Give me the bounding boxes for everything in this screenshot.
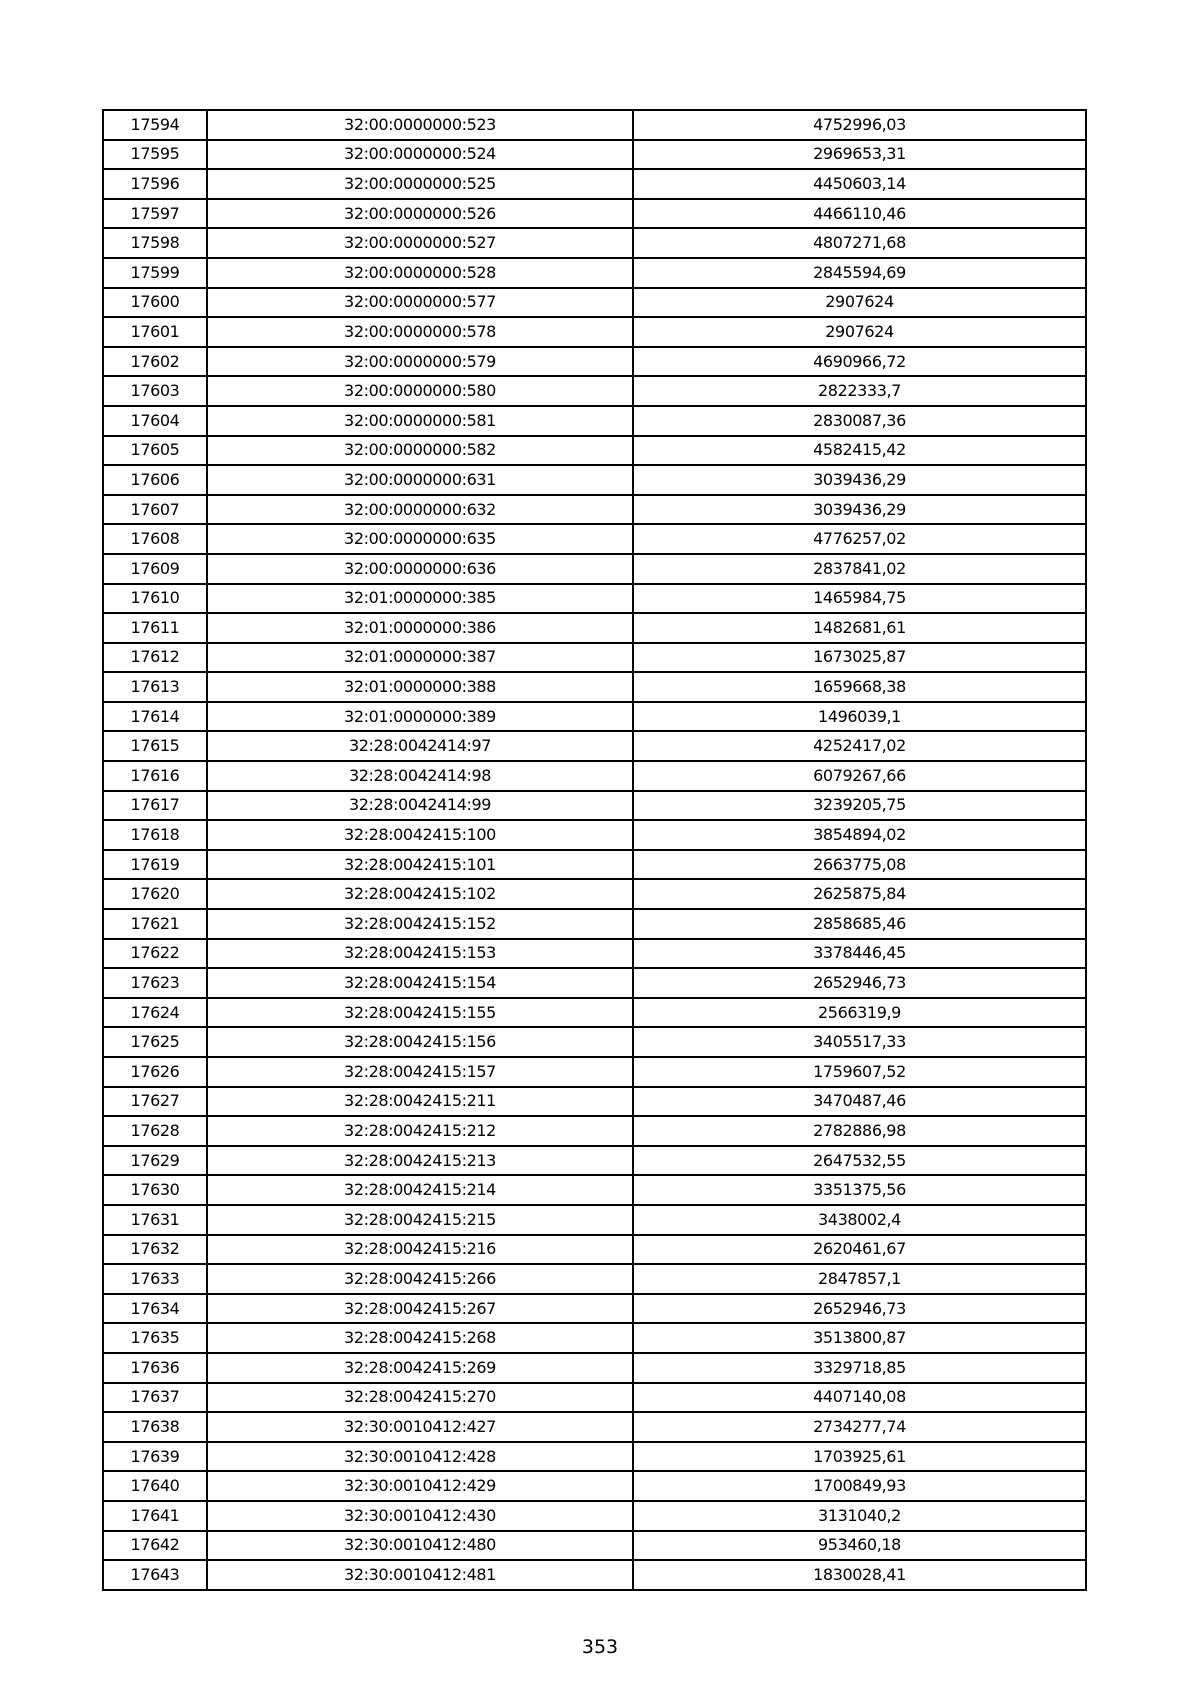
cadastral-number-cell: 32:00:0000000:523 bbox=[207, 110, 633, 140]
table-row bbox=[103, 1412, 1086, 1442]
cadastral-number-cell: 32:28:0042415:152 bbox=[207, 909, 633, 939]
page-number: 353 bbox=[581, 1636, 619, 1658]
cadastral-number-cell: 32:28:0042415:157 bbox=[207, 1057, 633, 1087]
row-number-cell: 17633 bbox=[103, 1264, 207, 1294]
table-row bbox=[103, 436, 1086, 466]
table-row bbox=[103, 1146, 1086, 1176]
cadastral-number-cell: 32:28:0042415:267 bbox=[207, 1294, 633, 1324]
cadastral-value-cell: 1700849,93 bbox=[633, 1471, 1086, 1501]
table-row bbox=[103, 524, 1086, 554]
table-row bbox=[103, 110, 1086, 140]
cadastral-number-cell: 32:28:0042414:97 bbox=[207, 731, 633, 761]
cadastral-number-cell: 32:28:0042415:156 bbox=[207, 1027, 633, 1057]
cadastral-number-cell: 32:01:0000000:386 bbox=[207, 613, 633, 643]
cadastral-number-cell: 32:28:0042415:215 bbox=[207, 1205, 633, 1235]
row-number-cell: 17617 bbox=[103, 791, 207, 821]
table-row bbox=[103, 169, 1086, 199]
cadastral-number-cell: 32:00:0000000:632 bbox=[207, 495, 633, 525]
cadastral-value-cell: 2907624 bbox=[633, 317, 1086, 347]
row-number-cell: 17610 bbox=[103, 584, 207, 614]
cadastral-number-cell: 32:00:0000000:528 bbox=[207, 258, 633, 288]
row-number-cell: 17620 bbox=[103, 879, 207, 909]
cadastral-value-cell: 2969653,31 bbox=[633, 140, 1086, 170]
table-row bbox=[103, 228, 1086, 258]
cadastral-value-cell: 4466110,46 bbox=[633, 199, 1086, 229]
cadastral-value-cell: 2663775,08 bbox=[633, 850, 1086, 880]
cadastral-value-cell: 1703925,61 bbox=[633, 1442, 1086, 1472]
cadastral-number-cell: 32:00:0000000:580 bbox=[207, 376, 633, 406]
table-row bbox=[103, 909, 1086, 939]
cadastral-number-cell: 32:28:0042415:153 bbox=[207, 939, 633, 969]
row-number-cell: 17621 bbox=[103, 909, 207, 939]
row-number-cell: 17597 bbox=[103, 199, 207, 229]
cadastral-number-cell: 32:00:0000000:577 bbox=[207, 288, 633, 318]
cadastral-value-cell: 1465984,75 bbox=[633, 584, 1086, 614]
cadastral-value-cell: 6079267,66 bbox=[633, 761, 1086, 791]
cadastral-number-cell: 32:28:0042415:154 bbox=[207, 968, 633, 998]
cadastral-number-cell: 32:30:0010412:480 bbox=[207, 1531, 633, 1561]
table-row bbox=[103, 1294, 1086, 1324]
row-number-cell: 17607 bbox=[103, 495, 207, 525]
row-number-cell: 17634 bbox=[103, 1294, 207, 1324]
table-row bbox=[103, 1471, 1086, 1501]
cadastral-number-cell: 32:28:0042415:216 bbox=[207, 1235, 633, 1265]
cadastral-value-cell: 2652946,73 bbox=[633, 1294, 1086, 1324]
cadastral-value-cell: 4752996,03 bbox=[633, 110, 1086, 140]
cadastral-number-cell: 32:00:0000000:527 bbox=[207, 228, 633, 258]
cadastral-number-cell: 32:00:0000000:581 bbox=[207, 406, 633, 436]
row-number-cell: 17596 bbox=[103, 169, 207, 199]
table-row bbox=[103, 1087, 1086, 1117]
row-number-cell: 17625 bbox=[103, 1027, 207, 1057]
row-number-cell: 17637 bbox=[103, 1383, 207, 1413]
cadastral-value-cell: 3513800,87 bbox=[633, 1323, 1086, 1353]
table-row bbox=[103, 968, 1086, 998]
row-number-cell: 17604 bbox=[103, 406, 207, 436]
row-number-cell: 17599 bbox=[103, 258, 207, 288]
cadastral-value-cell: 3131040,2 bbox=[633, 1501, 1086, 1531]
cadastral-number-cell: 32:28:0042415:214 bbox=[207, 1175, 633, 1205]
cadastral-number-cell: 32:28:0042415:213 bbox=[207, 1146, 633, 1176]
cadastral-number-cell: 32:00:0000000:636 bbox=[207, 554, 633, 584]
row-number-cell: 17612 bbox=[103, 643, 207, 673]
cadastral-value-cell: 2652946,73 bbox=[633, 968, 1086, 998]
cadastral-value-cell: 2734277,74 bbox=[633, 1412, 1086, 1442]
row-number-cell: 17600 bbox=[103, 288, 207, 318]
cadastral-value-cell: 3854894,02 bbox=[633, 820, 1086, 850]
row-number-cell: 17618 bbox=[103, 820, 207, 850]
cadastral-number-cell: 32:01:0000000:387 bbox=[207, 643, 633, 673]
row-number-cell: 17605 bbox=[103, 436, 207, 466]
cadastral-value-cell: 3329718,85 bbox=[633, 1353, 1086, 1383]
cadastral-value-cell: 2647532,55 bbox=[633, 1146, 1086, 1176]
row-number-cell: 17616 bbox=[103, 761, 207, 791]
cadastral-value-cell: 2907624 bbox=[633, 288, 1086, 318]
cadastral-number-cell: 32:30:0010412:428 bbox=[207, 1442, 633, 1472]
table-row bbox=[103, 1057, 1086, 1087]
row-number-cell: 17635 bbox=[103, 1323, 207, 1353]
table-row bbox=[103, 998, 1086, 1028]
table-row bbox=[103, 1235, 1086, 1265]
cadastral-value-cell: 2782886,98 bbox=[633, 1116, 1086, 1146]
cadastral-value-cell: 1673025,87 bbox=[633, 643, 1086, 673]
table-row bbox=[103, 1383, 1086, 1413]
row-number-cell: 17595 bbox=[103, 140, 207, 170]
cadastral-number-cell: 32:30:0010412:427 bbox=[207, 1412, 633, 1442]
table-row bbox=[103, 939, 1086, 969]
table-row bbox=[103, 406, 1086, 436]
cadastral-value-cell: 2858685,46 bbox=[633, 909, 1086, 939]
cadastral-number-cell: 32:00:0000000:582 bbox=[207, 436, 633, 466]
cadastral-value-cell: 4690966,72 bbox=[633, 347, 1086, 377]
table-row bbox=[103, 1175, 1086, 1205]
row-number-cell: 17631 bbox=[103, 1205, 207, 1235]
row-number-cell: 17632 bbox=[103, 1235, 207, 1265]
row-number-cell: 17623 bbox=[103, 968, 207, 998]
cadastral-number-cell: 32:30:0010412:429 bbox=[207, 1471, 633, 1501]
row-number-cell: 17642 bbox=[103, 1531, 207, 1561]
cadastral-value-cell: 1482681,61 bbox=[633, 613, 1086, 643]
table-row bbox=[103, 1027, 1086, 1057]
cadastral-value-cell: 2822333,7 bbox=[633, 376, 1086, 406]
table-body bbox=[103, 110, 1086, 1590]
cadastral-value-cell: 1659668,38 bbox=[633, 672, 1086, 702]
table-row bbox=[103, 258, 1086, 288]
row-number-cell: 17630 bbox=[103, 1175, 207, 1205]
cadastral-value-cell: 2845594,69 bbox=[633, 258, 1086, 288]
table-row bbox=[103, 672, 1086, 702]
cadastral-number-cell: 32:00:0000000:631 bbox=[207, 465, 633, 495]
cadastral-value-cell: 3438002,4 bbox=[633, 1205, 1086, 1235]
cadastral-number-cell: 32:28:0042415:100 bbox=[207, 820, 633, 850]
table-row bbox=[103, 761, 1086, 791]
cadastral-value-cell: 1496039,1 bbox=[633, 702, 1086, 732]
table-row bbox=[103, 288, 1086, 318]
row-number-cell: 17641 bbox=[103, 1501, 207, 1531]
cadastral-value-cell: 4776257,02 bbox=[633, 524, 1086, 554]
row-number-cell: 17638 bbox=[103, 1412, 207, 1442]
cadastral-number-cell: 32:00:0000000:526 bbox=[207, 199, 633, 229]
row-number-cell: 17636 bbox=[103, 1353, 207, 1383]
cadastral-value-cell: 2620461,67 bbox=[633, 1235, 1086, 1265]
row-number-cell: 17598 bbox=[103, 228, 207, 258]
cadastral-value-cell: 3351375,56 bbox=[633, 1175, 1086, 1205]
table-row bbox=[103, 376, 1086, 406]
cadastral-number-cell: 32:00:0000000:579 bbox=[207, 347, 633, 377]
cadastral-value-table bbox=[102, 109, 1087, 1591]
cadastral-number-cell: 32:28:0042415:155 bbox=[207, 998, 633, 1028]
cadastral-value-cell: 3405517,33 bbox=[633, 1027, 1086, 1057]
table-row bbox=[103, 731, 1086, 761]
cadastral-number-cell: 32:28:0042414:98 bbox=[207, 761, 633, 791]
row-number-cell: 17627 bbox=[103, 1087, 207, 1117]
table-row bbox=[103, 465, 1086, 495]
table-row bbox=[103, 820, 1086, 850]
row-number-cell: 17624 bbox=[103, 998, 207, 1028]
row-number-cell: 17594 bbox=[103, 110, 207, 140]
row-number-cell: 17622 bbox=[103, 939, 207, 969]
cadastral-value-cell: 3239205,75 bbox=[633, 791, 1086, 821]
table-row bbox=[103, 1264, 1086, 1294]
row-number-cell: 17611 bbox=[103, 613, 207, 643]
table-row bbox=[103, 1501, 1086, 1531]
cadastral-value-cell: 1830028,41 bbox=[633, 1560, 1086, 1590]
cadastral-value-cell: 4407140,08 bbox=[633, 1383, 1086, 1413]
row-number-cell: 17626 bbox=[103, 1057, 207, 1087]
table-row bbox=[103, 584, 1086, 614]
cadastral-number-cell: 32:28:0042415:268 bbox=[207, 1323, 633, 1353]
cadastral-value-cell: 3039436,29 bbox=[633, 465, 1086, 495]
row-number-cell: 17602 bbox=[103, 347, 207, 377]
table-row bbox=[103, 1116, 1086, 1146]
table-row bbox=[103, 1353, 1086, 1383]
cadastral-number-cell: 32:28:0042415:266 bbox=[207, 1264, 633, 1294]
cadastral-number-cell: 32:28:0042415:211 bbox=[207, 1087, 633, 1117]
cadastral-number-cell: 32:28:0042415:270 bbox=[207, 1383, 633, 1413]
table-row bbox=[103, 643, 1086, 673]
row-number-cell: 17643 bbox=[103, 1560, 207, 1590]
cadastral-value-cell: 3039436,29 bbox=[633, 495, 1086, 525]
cadastral-value-cell: 2566319,9 bbox=[633, 998, 1086, 1028]
cadastral-value-cell: 2837841,02 bbox=[633, 554, 1086, 584]
row-number-cell: 17608 bbox=[103, 524, 207, 554]
cadastral-value-cell: 4450603,14 bbox=[633, 169, 1086, 199]
row-number-cell: 17601 bbox=[103, 317, 207, 347]
cadastral-value-cell: 4252417,02 bbox=[633, 731, 1086, 761]
cadastral-value-cell: 3378446,45 bbox=[633, 939, 1086, 969]
cadastral-value-cell: 2625875,84 bbox=[633, 879, 1086, 909]
table-row bbox=[103, 702, 1086, 732]
cadastral-number-cell: 32:28:0042415:102 bbox=[207, 879, 633, 909]
cadastral-value-cell: 1759607,52 bbox=[633, 1057, 1086, 1087]
cadastral-number-cell: 32:28:0042414:99 bbox=[207, 791, 633, 821]
row-number-cell: 17639 bbox=[103, 1442, 207, 1472]
cadastral-number-cell: 32:01:0000000:385 bbox=[207, 584, 633, 614]
cadastral-number-cell: 32:30:0010412:481 bbox=[207, 1560, 633, 1590]
cadastral-number-cell: 32:28:0042415:269 bbox=[207, 1353, 633, 1383]
cadastral-value-cell: 2847857,1 bbox=[633, 1264, 1086, 1294]
table-row bbox=[103, 554, 1086, 584]
row-number-cell: 17613 bbox=[103, 672, 207, 702]
row-number-cell: 17629 bbox=[103, 1146, 207, 1176]
table-row bbox=[103, 140, 1086, 170]
table-row bbox=[103, 1323, 1086, 1353]
table-row bbox=[103, 879, 1086, 909]
row-number-cell: 17614 bbox=[103, 702, 207, 732]
cadastral-value-cell: 4807271,68 bbox=[633, 228, 1086, 258]
cadastral-number-cell: 32:01:0000000:389 bbox=[207, 702, 633, 732]
row-number-cell: 17619 bbox=[103, 850, 207, 880]
table-row bbox=[103, 1531, 1086, 1561]
row-number-cell: 17606 bbox=[103, 465, 207, 495]
cadastral-number-cell: 32:00:0000000:525 bbox=[207, 169, 633, 199]
cadastral-number-cell: 32:30:0010412:430 bbox=[207, 1501, 633, 1531]
table-row bbox=[103, 850, 1086, 880]
cadastral-value-cell: 3470487,46 bbox=[633, 1087, 1086, 1117]
cadastral-number-cell: 32:00:0000000:524 bbox=[207, 140, 633, 170]
row-number-cell: 17609 bbox=[103, 554, 207, 584]
row-number-cell: 17640 bbox=[103, 1471, 207, 1501]
cadastral-value-cell: 4582415,42 bbox=[633, 436, 1086, 466]
table-row bbox=[103, 1205, 1086, 1235]
cadastral-number-cell: 32:28:0042415:212 bbox=[207, 1116, 633, 1146]
cadastral-value-cell: 953460,18 bbox=[633, 1531, 1086, 1561]
table-row bbox=[103, 613, 1086, 643]
row-number-cell: 17615 bbox=[103, 731, 207, 761]
table-row bbox=[103, 347, 1086, 377]
table-row bbox=[103, 1560, 1086, 1590]
row-number-cell: 17603 bbox=[103, 376, 207, 406]
cadastral-value-cell: 2830087,36 bbox=[633, 406, 1086, 436]
row-number-cell: 17628 bbox=[103, 1116, 207, 1146]
table-row bbox=[103, 317, 1086, 347]
cadastral-number-cell: 32:28:0042415:101 bbox=[207, 850, 633, 880]
cadastral-number-cell: 32:00:0000000:578 bbox=[207, 317, 633, 347]
table-row bbox=[103, 1442, 1086, 1472]
table-row bbox=[103, 495, 1086, 525]
cadastral-number-cell: 32:00:0000000:635 bbox=[207, 524, 633, 554]
table-row bbox=[103, 199, 1086, 229]
cadastral-number-cell: 32:01:0000000:388 bbox=[207, 672, 633, 702]
table-row bbox=[103, 791, 1086, 821]
